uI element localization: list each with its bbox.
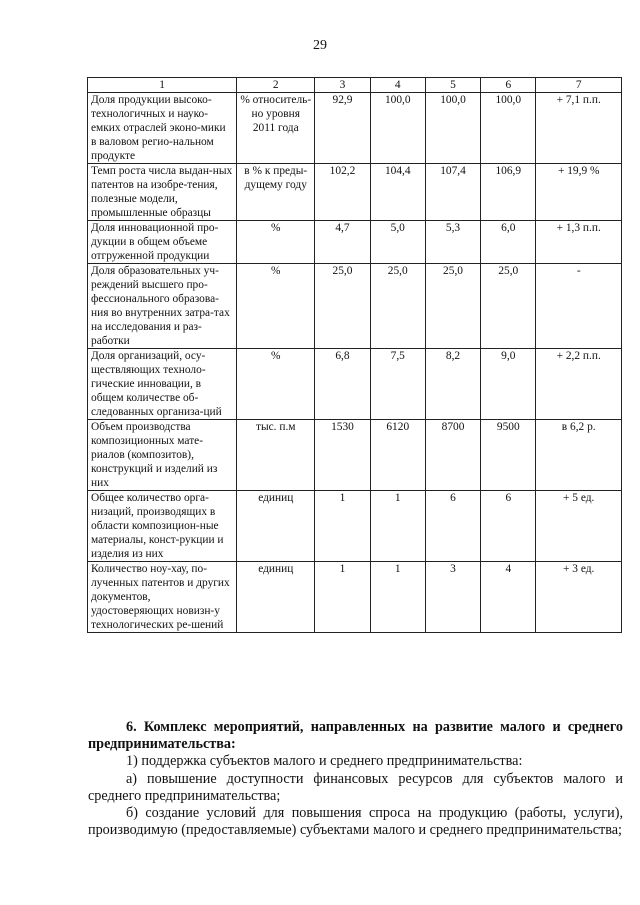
value-cell: 106,9 — [481, 164, 536, 221]
indicators-table — [87, 77, 622, 633]
header-cell: 1 — [88, 78, 237, 93]
unit-cell: % — [237, 221, 315, 264]
header-cell: 2 — [237, 78, 315, 93]
value-cell: в 6,2 р. — [536, 420, 622, 491]
value-cell: 92,9 — [315, 93, 370, 164]
value-cell: 6,0 — [481, 221, 536, 264]
value-cell: 8700 — [425, 420, 480, 491]
unit-cell: % — [237, 349, 315, 420]
table-row — [88, 221, 622, 264]
table-row — [88, 420, 622, 491]
header-cell: 4 — [370, 78, 425, 93]
value-cell: 3 — [425, 562, 480, 633]
value-cell: + 5 ед. — [536, 491, 622, 562]
unit-cell: тыс. п.м — [237, 420, 315, 491]
value-cell: 25,0 — [370, 264, 425, 349]
value-cell: 9500 — [481, 420, 536, 491]
value-cell: 1 — [370, 491, 425, 562]
value-cell: 6120 — [370, 420, 425, 491]
value-cell: - — [536, 264, 622, 349]
value-cell: 100,0 — [481, 93, 536, 164]
value-cell: 5,3 — [425, 221, 480, 264]
value-cell: 7,5 — [370, 349, 425, 420]
value-cell: + 1,3 п.п. — [536, 221, 622, 264]
value-cell: 25,0 — [481, 264, 536, 349]
unit-cell: единиц — [237, 562, 315, 633]
table-row — [88, 349, 622, 420]
value-cell: 8,2 — [425, 349, 480, 420]
value-cell: 25,0 — [425, 264, 480, 349]
section-text — [88, 719, 623, 839]
header-cell: 3 — [315, 78, 370, 93]
value-cell: 4 — [481, 562, 536, 633]
indicator-name-cell: Доля организаций, осу-ществляющих техноло-гические инновации, в общем количестве об-следованных организа-ций — [88, 349, 237, 420]
value-cell: 6 — [425, 491, 480, 562]
indicator-name-cell: Доля образовательных уч-реждений высшего про-фессионального образова-ния во внутренних затра-тах на исследования и раз-работки — [88, 264, 237, 349]
indicator-name-cell: Доля инновационной про-дукции в общем объеме отгруженной продукции — [88, 221, 237, 264]
table-row — [88, 164, 622, 221]
value-cell: 100,0 — [370, 93, 425, 164]
list-item: 1) поддержка субъектов малого и среднего предпринимательства: — [126, 753, 523, 770]
value-cell: 100,0 — [425, 93, 480, 164]
unit-cell: % — [237, 264, 315, 349]
table-row — [88, 264, 622, 349]
unit-cell: в % к преды-дущему году — [237, 164, 315, 221]
list-item: а) повышение доступности финансовых ресурсов для субъектов малого и среднего предпринимательства; — [88, 770, 623, 804]
indicator-name-cell: Доля продукции высоко-технологичных и науко-емких отраслей эконо-мики в валовом регио-нальном продукте — [88, 93, 237, 164]
value-cell: 25,0 — [315, 264, 370, 349]
table-row — [88, 93, 622, 164]
value-cell: 1 — [315, 491, 370, 562]
header-cell: 7 — [536, 78, 622, 93]
value-cell: 1 — [315, 562, 370, 633]
header-cell: 5 — [425, 78, 480, 93]
value-cell: 104,4 — [370, 164, 425, 221]
value-cell: 9,0 — [481, 349, 536, 420]
table-header-row — [88, 78, 622, 93]
page-number: 29 — [313, 38, 327, 53]
section-heading: 6. Комплекс мероприятий, направленных на развитие малого и среднего предпринимательства: — [88, 719, 623, 753]
value-cell: + 2,2 п.п. — [536, 349, 622, 420]
value-cell: 102,2 — [315, 164, 370, 221]
indicator-name-cell: Темп роста числа выдан-ных патентов на изобре-тения, полезные модели, промышленные образцы — [88, 164, 237, 221]
value-cell: + 3 ед. — [536, 562, 622, 633]
unit-cell: единиц — [237, 491, 315, 562]
unit-cell: % относитель-но уровня 2011 года — [237, 93, 315, 164]
value-cell: 1530 — [315, 420, 370, 491]
header-cell: 6 — [481, 78, 536, 93]
value-cell: + 19,9 % — [536, 164, 622, 221]
indicator-name-cell: Объем производства композиционных мате-риалов (композитов), конструкций и изделий из них — [88, 420, 237, 491]
list-item: б) создание условий для повышения спроса на продукцию (работы, услуги), производимую (предоставляемые) субъектами малого и среднего предпринимательства; — [88, 805, 623, 839]
value-cell: 5,0 — [370, 221, 425, 264]
table-row — [88, 562, 622, 633]
value-cell: 6 — [481, 491, 536, 562]
value-cell: 6,8 — [315, 349, 370, 420]
table-row — [88, 491, 622, 562]
indicator-name-cell: Количество ноу-хау, по-лученных патентов и других документов, удостоверяющих новизн-у технологических ре-шений — [88, 562, 237, 633]
value-cell: 4,7 — [315, 221, 370, 264]
indicator-name-cell: Общее количество орга-низаций, производящих в области композицион-ные материалы, конст-рукции и изделия из них — [88, 491, 237, 562]
value-cell: 1 — [370, 562, 425, 633]
value-cell: 107,4 — [425, 164, 480, 221]
value-cell: + 7,1 п.п. — [536, 93, 622, 164]
